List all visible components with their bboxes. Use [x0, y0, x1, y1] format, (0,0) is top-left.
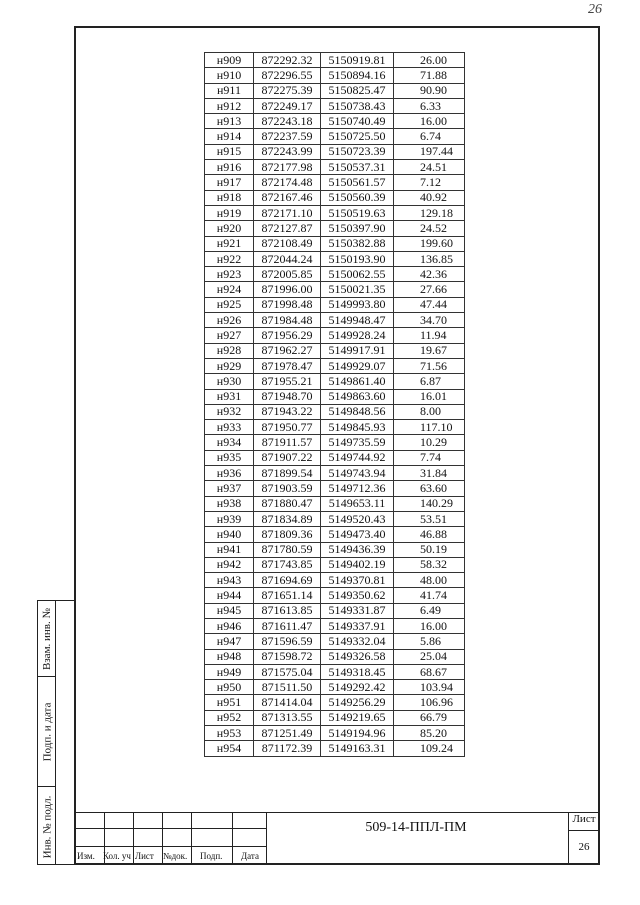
side-approval-stamp [37, 600, 74, 865]
y-coordinate-cell: 5149331.87 [321, 603, 394, 618]
segment-length-cell: 27.66 [394, 282, 465, 297]
title-block-row-line [74, 846, 266, 847]
segment-length-cell: 136.85 [394, 251, 465, 266]
segment-length-cell: 117.10 [394, 420, 465, 435]
table-row [205, 435, 465, 450]
table-row [205, 190, 465, 205]
segment-length-cell: 16.00 [394, 114, 465, 129]
point-id-cell: н941 [205, 542, 254, 557]
y-coordinate-cell: 5150519.63 [321, 205, 394, 220]
y-coordinate-cell: 5150894.16 [321, 68, 394, 83]
y-coordinate-cell: 5149653.11 [321, 496, 394, 511]
y-coordinate-cell: 5150740.49 [321, 114, 394, 129]
x-coordinate-cell: 872243.99 [254, 144, 321, 159]
x-coordinate-cell: 871596.59 [254, 634, 321, 649]
segment-length-cell: 7.12 [394, 175, 465, 190]
title-block-top-line [74, 812, 600, 813]
point-id-cell: н940 [205, 527, 254, 542]
x-coordinate-cell: 871907.22 [254, 450, 321, 465]
table-row [205, 726, 465, 741]
y-coordinate-cell: 5150723.39 [321, 144, 394, 159]
segment-length-cell: 6.33 [394, 98, 465, 113]
segment-length-cell: 6.49 [394, 603, 465, 618]
y-coordinate-cell: 5150382.88 [321, 236, 394, 251]
y-coordinate-cell: 5149845.93 [321, 420, 394, 435]
table-row [205, 588, 465, 603]
table-row [205, 511, 465, 526]
table-row [205, 573, 465, 588]
x-coordinate-cell: 871899.54 [254, 466, 321, 481]
title-block-row-line [74, 828, 266, 829]
y-coordinate-cell: 5150919.81 [321, 53, 394, 68]
table-row [205, 618, 465, 633]
table-row [205, 741, 465, 756]
table-row [205, 680, 465, 695]
table-row [205, 205, 465, 220]
table-row [205, 649, 465, 664]
point-id-cell: н920 [205, 221, 254, 236]
y-coordinate-cell: 5149861.40 [321, 374, 394, 389]
x-coordinate-cell: 872108.49 [254, 236, 321, 251]
point-id-cell: н911 [205, 83, 254, 98]
table-row [205, 221, 465, 236]
table-row [205, 297, 465, 312]
segment-length-cell: 19.67 [394, 343, 465, 358]
point-id-cell: н916 [205, 160, 254, 175]
handwritten-page-number: 26 [588, 2, 602, 17]
y-coordinate-cell: 5149194.96 [321, 726, 394, 741]
y-coordinate-cell: 5150825.47 [321, 83, 394, 98]
point-id-cell: н943 [205, 573, 254, 588]
col-list: Лист [135, 851, 154, 861]
point-id-cell: н925 [205, 297, 254, 312]
segment-length-cell: 103.94 [394, 680, 465, 695]
segment-length-cell: 68.67 [394, 664, 465, 679]
x-coordinate-cell: 871743.85 [254, 557, 321, 572]
y-coordinate-cell: 5150537.31 [321, 160, 394, 175]
y-coordinate-cell: 5149163.31 [321, 741, 394, 756]
point-id-cell: н946 [205, 618, 254, 633]
y-coordinate-cell: 5149350.62 [321, 588, 394, 603]
segment-length-cell: 85.20 [394, 726, 465, 741]
x-coordinate-cell: 872167.46 [254, 190, 321, 205]
x-coordinate-cell: 872171.10 [254, 205, 321, 220]
point-id-cell: н915 [205, 144, 254, 159]
point-id-cell: н951 [205, 695, 254, 710]
segment-length-cell: 16.01 [394, 389, 465, 404]
segment-length-cell: 10.29 [394, 435, 465, 450]
x-coordinate-cell: 872237.59 [254, 129, 321, 144]
y-coordinate-cell: 5150738.43 [321, 98, 394, 113]
y-coordinate-cell: 5149993.80 [321, 297, 394, 312]
table-row [205, 710, 465, 725]
y-coordinate-cell: 5149744.92 [321, 450, 394, 465]
y-coordinate-cell: 5149473.40 [321, 527, 394, 542]
segment-length-cell: 41.74 [394, 588, 465, 603]
table-row [205, 53, 465, 68]
table-row [205, 527, 465, 542]
point-id-cell: н926 [205, 313, 254, 328]
segment-length-cell: 197.44 [394, 144, 465, 159]
point-id-cell: н948 [205, 649, 254, 664]
segment-length-cell: 71.88 [394, 68, 465, 83]
point-id-cell: н944 [205, 588, 254, 603]
table-row [205, 420, 465, 435]
sheet-box-line [568, 830, 600, 831]
col-izm: Изм. [77, 851, 95, 861]
point-id-cell: н913 [205, 114, 254, 129]
segment-length-cell: 66.79 [394, 710, 465, 725]
x-coordinate-cell: 872275.39 [254, 83, 321, 98]
point-id-cell: н945 [205, 603, 254, 618]
table-row [205, 129, 465, 144]
y-coordinate-cell: 5150725.50 [321, 129, 394, 144]
y-coordinate-cell: 5149326.58 [321, 649, 394, 664]
segment-length-cell: 140.29 [394, 496, 465, 511]
point-id-cell: н949 [205, 664, 254, 679]
y-coordinate-cell: 5149735.59 [321, 435, 394, 450]
x-coordinate-cell: 871611.47 [254, 618, 321, 633]
x-coordinate-cell: 871943.22 [254, 404, 321, 419]
y-coordinate-cell: 5149743.94 [321, 466, 394, 481]
table-row [205, 542, 465, 557]
table-row [205, 251, 465, 266]
x-coordinate-cell: 871998.48 [254, 297, 321, 312]
y-coordinate-cell: 5150397.90 [321, 221, 394, 236]
segment-length-cell: 46.88 [394, 527, 465, 542]
table-row [205, 144, 465, 159]
point-id-cell: н912 [205, 98, 254, 113]
x-coordinate-cell: 871911.57 [254, 435, 321, 450]
y-coordinate-cell: 5149929.07 [321, 358, 394, 373]
table-row [205, 68, 465, 83]
table-row [205, 557, 465, 572]
y-coordinate-cell: 5149318.45 [321, 664, 394, 679]
side-stamp-original-inv: Инв. № подл. [41, 795, 53, 858]
point-id-cell: н947 [205, 634, 254, 649]
x-coordinate-cell: 872249.17 [254, 98, 321, 113]
x-coordinate-cell: 871251.49 [254, 726, 321, 741]
y-coordinate-cell: 5150021.35 [321, 282, 394, 297]
segment-length-cell: 58.32 [394, 557, 465, 572]
x-coordinate-cell: 871950.77 [254, 420, 321, 435]
x-coordinate-cell: 871880.47 [254, 496, 321, 511]
point-id-cell: н922 [205, 251, 254, 266]
table-row [205, 664, 465, 679]
y-coordinate-cell: 5149370.81 [321, 573, 394, 588]
table-row [205, 343, 465, 358]
point-id-cell: н921 [205, 236, 254, 251]
point-id-cell: н924 [205, 282, 254, 297]
table-row [205, 404, 465, 419]
x-coordinate-cell: 871651.14 [254, 588, 321, 603]
point-id-cell: н929 [205, 358, 254, 373]
segment-length-cell: 5.86 [394, 634, 465, 649]
x-coordinate-cell: 871780.59 [254, 542, 321, 557]
col-doc-number: №док. [163, 851, 188, 861]
segment-length-cell: 7.74 [394, 450, 465, 465]
col-kol-uch: Кол. уч [103, 851, 131, 861]
x-coordinate-cell: 871955.21 [254, 374, 321, 389]
table-row [205, 389, 465, 404]
y-coordinate-cell: 5149520.43 [321, 511, 394, 526]
segment-length-cell: 26.00 [394, 53, 465, 68]
y-coordinate-cell: 5149436.39 [321, 542, 394, 557]
segment-length-cell: 50.19 [394, 542, 465, 557]
point-id-cell: н931 [205, 389, 254, 404]
table-row [205, 267, 465, 282]
side-stamp-replace-inv: Взам. инв. № [41, 607, 53, 670]
segment-length-cell: 31.84 [394, 466, 465, 481]
table-row [205, 450, 465, 465]
point-id-cell: н914 [205, 129, 254, 144]
x-coordinate-cell: 871575.04 [254, 664, 321, 679]
x-coordinate-cell: 871313.55 [254, 710, 321, 725]
x-coordinate-cell: 871809.36 [254, 527, 321, 542]
table-row [205, 496, 465, 511]
side-stamp-sign-date: Подп. и дата [41, 702, 54, 761]
x-coordinate-cell: 871834.89 [254, 511, 321, 526]
segment-length-cell: 42.36 [394, 267, 465, 282]
segment-length-cell: 25.04 [394, 649, 465, 664]
segment-length-cell: 199.60 [394, 236, 465, 251]
point-id-cell: н930 [205, 374, 254, 389]
segment-length-cell: 8.00 [394, 404, 465, 419]
point-id-cell: н909 [205, 53, 254, 68]
table-row [205, 282, 465, 297]
sheet-label: Лист [572, 813, 596, 825]
point-id-cell: н919 [205, 205, 254, 220]
title-block-col-line [232, 812, 233, 865]
side-stamp-divider [55, 601, 56, 864]
title-block-col-line [133, 812, 134, 865]
x-coordinate-cell: 871598.72 [254, 649, 321, 664]
segment-length-cell: 34.70 [394, 313, 465, 328]
point-id-cell: н950 [205, 680, 254, 695]
segment-length-cell: 109.24 [394, 741, 465, 756]
y-coordinate-cell: 5149337.91 [321, 618, 394, 633]
x-coordinate-cell: 871511.50 [254, 680, 321, 695]
segment-length-cell: 53.51 [394, 511, 465, 526]
y-coordinate-cell: 5149256.29 [321, 695, 394, 710]
table-row [205, 313, 465, 328]
y-coordinate-cell: 5150062.55 [321, 267, 394, 282]
point-id-cell: н928 [205, 343, 254, 358]
table-row [205, 481, 465, 496]
x-coordinate-cell: 871962.27 [254, 343, 321, 358]
x-coordinate-cell: 871694.69 [254, 573, 321, 588]
segment-length-cell: 6.87 [394, 374, 465, 389]
x-coordinate-cell: 871613.85 [254, 603, 321, 618]
table-row [205, 466, 465, 481]
x-coordinate-cell: 871903.59 [254, 481, 321, 496]
table-row [205, 83, 465, 98]
segment-length-cell: 11.94 [394, 328, 465, 343]
segment-length-cell: 24.51 [394, 160, 465, 175]
point-id-cell: н923 [205, 267, 254, 282]
x-coordinate-cell: 871996.00 [254, 282, 321, 297]
point-id-cell: н933 [205, 420, 254, 435]
x-coordinate-cell: 872296.55 [254, 68, 321, 83]
segment-length-cell: 129.18 [394, 205, 465, 220]
segment-length-cell: 47.44 [394, 297, 465, 312]
title-block-col-line [191, 812, 192, 865]
segment-length-cell: 106.96 [394, 695, 465, 710]
point-id-cell: н917 [205, 175, 254, 190]
y-coordinate-cell: 5149332.04 [321, 634, 394, 649]
y-coordinate-cell: 5149292.42 [321, 680, 394, 695]
x-coordinate-cell: 871978.47 [254, 358, 321, 373]
y-coordinate-cell: 5149402.19 [321, 557, 394, 572]
table-row [205, 358, 465, 373]
segment-length-cell: 48.00 [394, 573, 465, 588]
segment-length-cell: 6.74 [394, 129, 465, 144]
point-id-cell: н927 [205, 328, 254, 343]
col-date: Дата [241, 851, 259, 861]
x-coordinate-cell: 871948.70 [254, 389, 321, 404]
x-coordinate-cell: 872174.48 [254, 175, 321, 190]
x-coordinate-cell: 872243.18 [254, 114, 321, 129]
table-row [205, 114, 465, 129]
x-coordinate-cell: 871414.04 [254, 695, 321, 710]
coordinates-table [204, 52, 465, 757]
x-coordinate-cell: 872044.24 [254, 251, 321, 266]
segment-length-cell: 16.00 [394, 618, 465, 633]
point-id-cell: н910 [205, 68, 254, 83]
y-coordinate-cell: 5150561.57 [321, 175, 394, 190]
x-coordinate-cell: 872292.32 [254, 53, 321, 68]
table-row [205, 374, 465, 389]
y-coordinate-cell: 5149848.56 [321, 404, 394, 419]
x-coordinate-cell: 871172.39 [254, 741, 321, 756]
x-coordinate-cell: 872005.85 [254, 267, 321, 282]
table-row [205, 634, 465, 649]
y-coordinate-cell: 5149863.60 [321, 389, 394, 404]
y-coordinate-cell: 5149928.24 [321, 328, 394, 343]
segment-length-cell: 90.90 [394, 83, 465, 98]
table-row [205, 695, 465, 710]
table-row [205, 603, 465, 618]
y-coordinate-cell: 5150560.39 [321, 190, 394, 205]
col-signature: Подп. [200, 851, 223, 861]
document-code: 509-14-ППЛ-ПМ [365, 820, 467, 835]
point-id-cell: н938 [205, 496, 254, 511]
x-coordinate-cell: 872127.87 [254, 221, 321, 236]
point-id-cell: н932 [205, 404, 254, 419]
x-coordinate-cell: 871984.48 [254, 313, 321, 328]
segment-length-cell: 24.52 [394, 221, 465, 236]
table-row [205, 175, 465, 190]
table-row [205, 236, 465, 251]
x-coordinate-cell: 871956.29 [254, 328, 321, 343]
point-id-cell: н918 [205, 190, 254, 205]
y-coordinate-cell: 5149219.65 [321, 710, 394, 725]
segment-length-cell: 63.60 [394, 481, 465, 496]
point-id-cell: н954 [205, 741, 254, 756]
point-id-cell: н936 [205, 466, 254, 481]
point-id-cell: н942 [205, 557, 254, 572]
segment-length-cell: 71.56 [394, 358, 465, 373]
segment-length-cell: 40.92 [394, 190, 465, 205]
y-coordinate-cell: 5149712.36 [321, 481, 394, 496]
x-coordinate-cell: 872177.98 [254, 160, 321, 175]
sheet-number: 26 [578, 841, 590, 853]
table-row [205, 328, 465, 343]
point-id-cell: н953 [205, 726, 254, 741]
point-id-cell: н952 [205, 710, 254, 725]
y-coordinate-cell: 5150193.90 [321, 251, 394, 266]
point-id-cell: н939 [205, 511, 254, 526]
point-id-cell: н937 [205, 481, 254, 496]
table-row [205, 98, 465, 113]
table-row [205, 160, 465, 175]
point-id-cell: н934 [205, 435, 254, 450]
y-coordinate-cell: 5149948.47 [321, 313, 394, 328]
y-coordinate-cell: 5149917.91 [321, 343, 394, 358]
point-id-cell: н935 [205, 450, 254, 465]
